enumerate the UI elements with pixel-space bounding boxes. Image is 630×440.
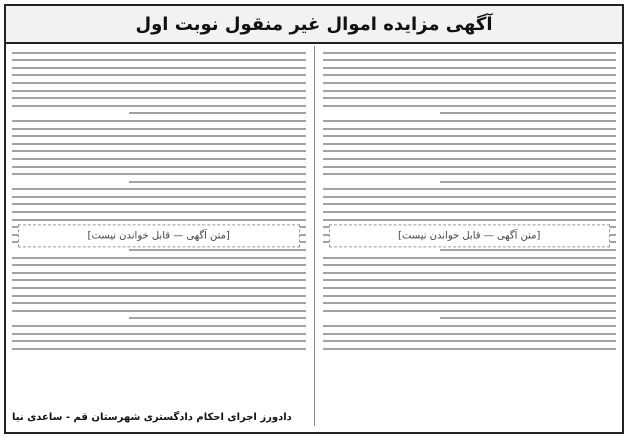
text-line [12,120,306,122]
notice-signature: دادورز اجرای احکام دادگستری شهرستان قم - ساعدی نیا [12,411,292,423]
text-line [129,249,305,251]
text-line [323,150,617,152]
text-line [323,325,617,327]
text-line [323,340,617,342]
column-divider [314,46,315,426]
text-line [12,310,306,312]
text-line [323,203,617,205]
text-line [12,74,306,76]
text-line [323,287,617,289]
text-line [12,166,306,168]
text-line [12,325,306,327]
text-line [12,150,306,152]
text-line [323,143,617,145]
text-line [323,90,617,92]
text-line [323,120,617,122]
text-line [323,279,617,281]
text-line [12,272,306,274]
text-line [323,188,617,190]
text-line [129,181,305,183]
text-line [12,196,306,198]
text-line [323,173,617,175]
body-placeholder-left: [متن آگهی — قابل خواندن نیست] [18,224,300,247]
notice-body [12,46,616,426]
text-line [323,105,617,107]
notice-title: آگهی مزایده اموال غیر منقول نوبت اول [135,13,493,35]
text-line [12,173,306,175]
text-line [323,196,617,198]
text-line [323,74,617,76]
text-line [129,317,305,319]
text-lines-left [12,46,306,396]
text-line [323,302,617,304]
auction-notice [4,4,624,434]
text-line [440,112,616,114]
text-line [12,340,306,342]
text-line [323,52,617,54]
text-line [12,264,306,266]
text-line [12,333,306,335]
text-lines-right [323,46,617,396]
text-line [323,264,617,266]
text-line [12,128,306,130]
text-line [12,67,306,69]
text-line [323,333,617,335]
body-column-right [323,46,617,426]
text-line [440,249,616,251]
text-line [323,82,617,84]
text-line [12,105,306,107]
text-line [323,219,617,221]
text-line [12,287,306,289]
text-line [323,310,617,312]
text-line [323,257,617,259]
text-line [12,52,306,54]
text-line [12,135,306,137]
text-line [12,59,306,61]
text-line [12,158,306,160]
text-line [12,302,306,304]
text-line [323,295,617,297]
text-line [12,211,306,213]
body-column-left [12,46,306,426]
text-line [323,272,617,274]
title-bar [6,6,622,44]
text-line [12,219,306,221]
text-line [12,279,306,281]
text-line [323,97,617,99]
text-line [12,203,306,205]
text-line [323,158,617,160]
text-line [12,143,306,145]
text-line [323,166,617,168]
text-line [12,90,306,92]
text-line [440,181,616,183]
body-placeholder-right: [متن آگهی — قابل خواندن نیست] [329,224,611,247]
text-line [12,295,306,297]
text-line [323,135,617,137]
text-line [323,59,617,61]
text-line [323,128,617,130]
text-line [323,67,617,69]
text-line [129,112,305,114]
text-line [323,348,617,350]
text-line [12,188,306,190]
text-line [12,97,306,99]
text-line [440,317,616,319]
text-line [12,257,306,259]
text-line [12,348,306,350]
text-line [12,82,306,84]
text-line [323,211,617,213]
